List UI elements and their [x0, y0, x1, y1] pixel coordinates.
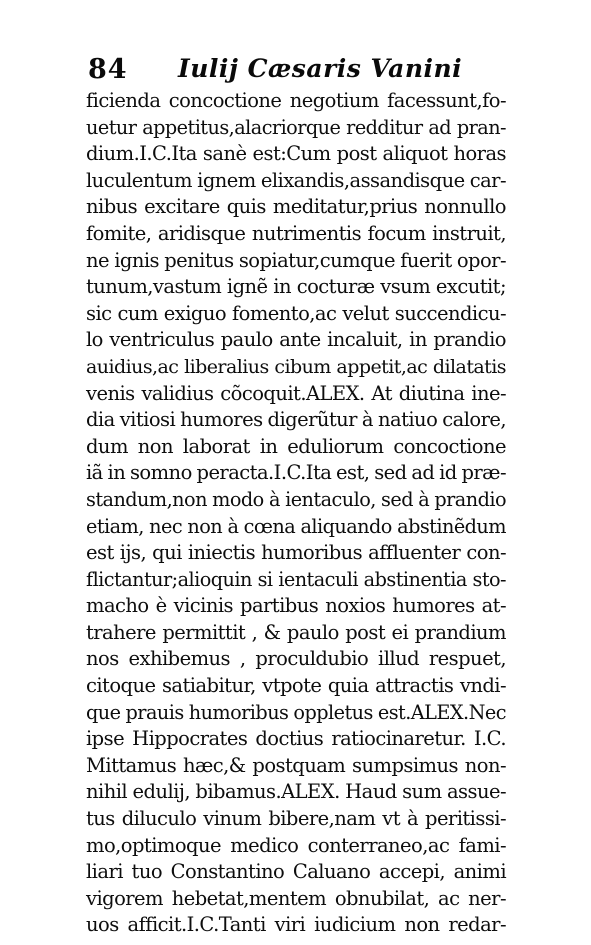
- text-line: uos afficit.I.C.Tanti viri iudicium non redar-: [86, 913, 506, 937]
- text-line: dium.I.C.Ita sanè est:Cum post aliquot horas: [86, 142, 506, 166]
- text-line: mo,optimoque medico conterraneo,ac fami-: [86, 833, 506, 857]
- text-line: est ijs, qui iniectis humoribus affluenter con-: [86, 541, 506, 565]
- text-line: sic cum exiguo fomento,ac velut succendicu-: [86, 301, 506, 325]
- text-line: Mittamus hæc,& postquam sumpsimus non-: [86, 753, 506, 777]
- text-line: ipse Hippocrates doctius ratiocinaretur. I.C.: [86, 727, 506, 751]
- text-line: que prauis humoribus oppletus est.ALEX.Nec: [86, 700, 506, 724]
- text-line: trahere permittit , & paulo post ei prandium: [86, 620, 506, 644]
- text-line: ne ignis penitus sopiatur,cumque fuerit opor-: [86, 248, 506, 272]
- text-line: liari tuo Constantino Caluano accepi, animi: [86, 860, 506, 884]
- page-number: 84: [88, 54, 128, 85]
- body-text: [86, 88, 506, 939]
- text-line: uetur appetitus,alacriorque redditur ad pran-: [86, 115, 506, 139]
- text-line: dia vitiosi humores digerũtur à natiuo calore,: [86, 408, 506, 432]
- text-line: macho è vicinis partibus noxios humores at-: [86, 594, 506, 618]
- text-line: tus diluculo vinum bibere,nam vt à peritissi-: [86, 807, 506, 831]
- text-line: fomite, aridisque nutrimentis focum instruit,: [86, 221, 506, 245]
- text-line: etiam, nec non à cœna aliquando abstinẽdum: [86, 514, 506, 538]
- text-line: venis validius cõcoquit.ALEX. At diutina ine-: [86, 381, 506, 405]
- text-line: nos exhibemus , proculdubio illud respuet,: [86, 647, 506, 671]
- text-line: auidius,ac liberalius cibum appetit,ac dilatatis: [86, 355, 506, 378]
- text-line: citoque satiabitur, vtpote quia attractis vndi-: [86, 674, 506, 698]
- text-line: dum non laborat in eduliorum concoctione: [86, 434, 506, 458]
- text-line: nihil edulij, bibamus.ALEX. Haud sum assue-: [86, 780, 506, 804]
- text-line: flictantur;alioquin si ientaculi abstinentia sto-: [86, 567, 506, 591]
- text-line: lo ventriculus paulo ante incaluit, in prandio: [86, 328, 506, 352]
- page-header: [88, 52, 508, 88]
- text-line: standum,non modo à ientaculo, sed à prandio: [86, 487, 506, 511]
- running-head: Iulij Cæsaris Vanini: [178, 54, 463, 83]
- text-line: ficienda concoctione negotium facessunt,fo-: [86, 89, 506, 112]
- text-line: nibus excitare quis meditatur,prius nonnullo: [86, 195, 506, 219]
- text-line: tunum,vastum ignẽ in cocturæ vsum excutit;: [86, 275, 506, 299]
- text-line: vigorem hebetat,mentem obnubilat, ac ner-: [86, 886, 506, 910]
- text-line: luculentum ignem elixandis,assandisque car-: [86, 168, 506, 192]
- text-line: iã in somno peracta.I.C.Ita est, sed ad id præ-: [86, 461, 506, 485]
